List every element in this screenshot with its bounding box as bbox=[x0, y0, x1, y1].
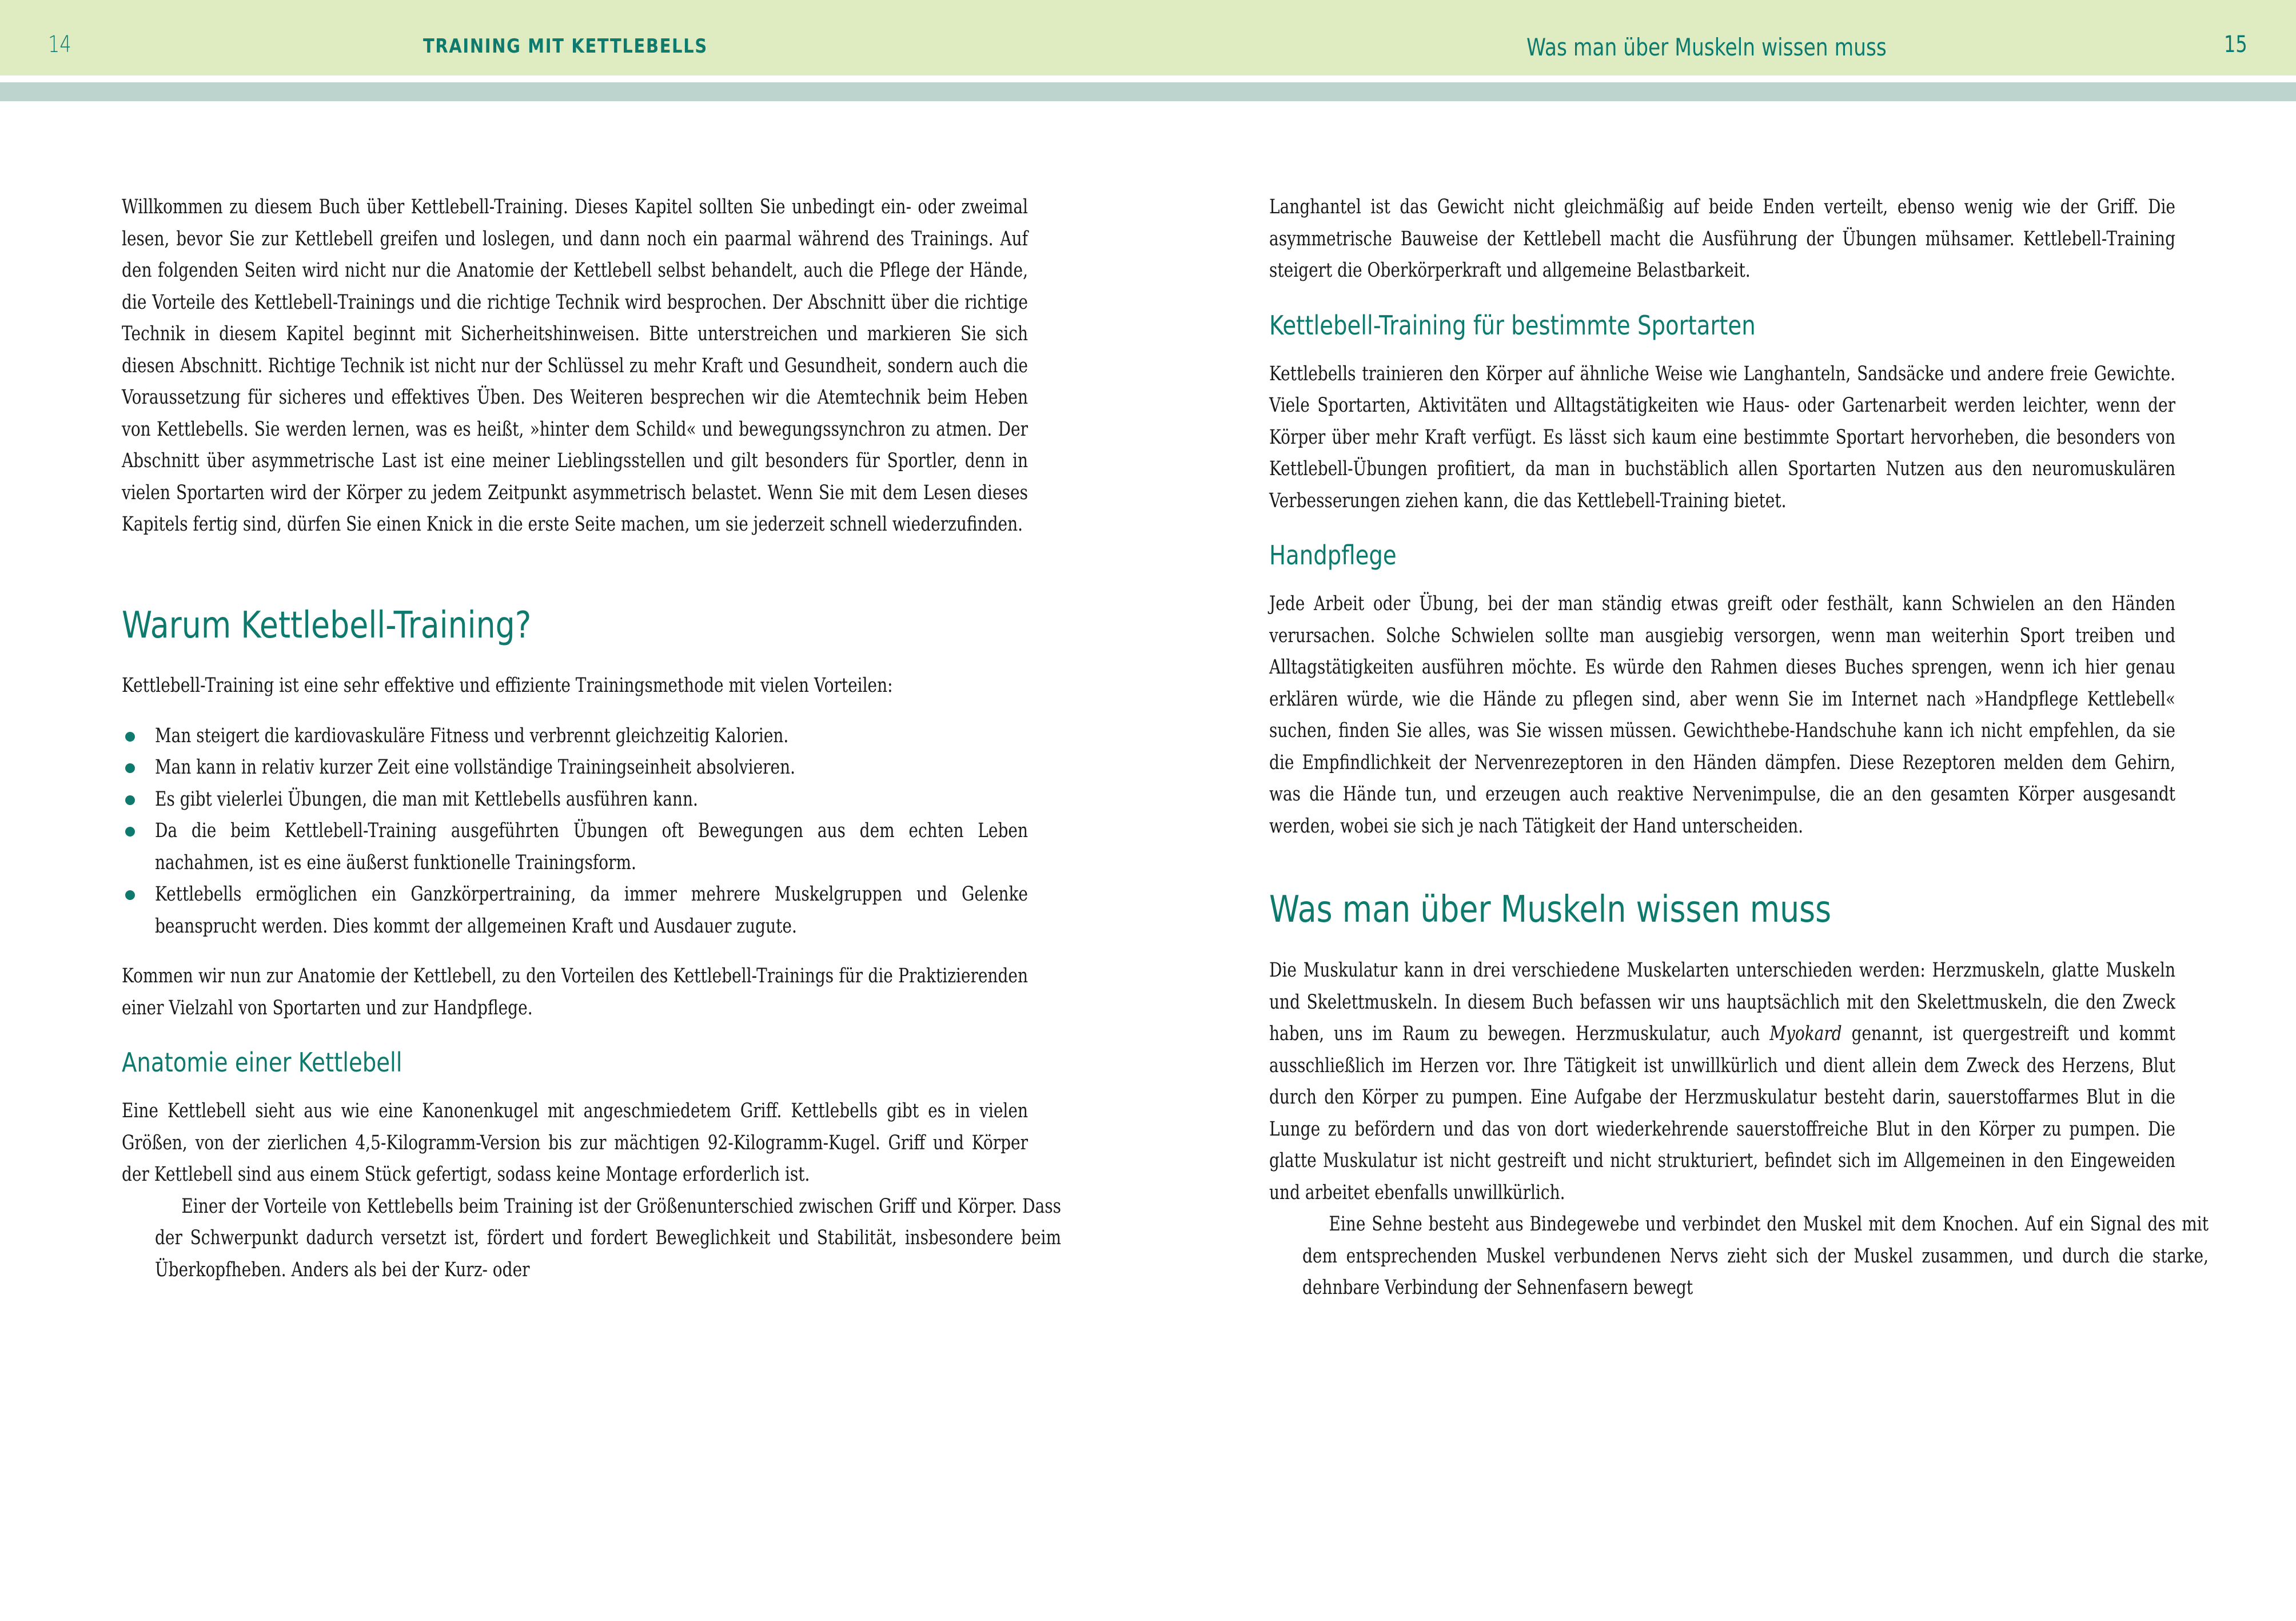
section-intro-paragraph: Kettlebell-Training ist eine sehr effektive und effiziente Trainingsmethode mit vielen Vorteilen: bbox=[122, 674, 893, 698]
running-title-right: Was man über Muskeln wissen muss bbox=[1526, 33, 1887, 61]
subheading-handpflege: Handpflege bbox=[1269, 540, 1397, 571]
list-item: Man steigert die kardiovaskuläre Fitness und verbrennt gleichzeitig Kalorien. bbox=[122, 720, 1028, 752]
page-number-right: 15 bbox=[2224, 31, 2247, 58]
subheading-anatomie: Anatomie einer Kettlebell bbox=[122, 1047, 402, 1078]
list-item: Kettlebells ermöglichen ein Ganzkörpertraining, da immer mehrere Muskelgruppen und Gelenke beansprucht werden. Dies kommt der allgemeinen Kraft und Ausdauer zugute. bbox=[122, 879, 1028, 942]
subheading-sportarten: Kettlebell-Training für bestimmte Sportarten bbox=[1269, 309, 1756, 341]
hand-paragraph: Jede Arbeit oder Übung, bei der man ständig etwas greift oder festhält, kann Schwielen an den Händen verursachen. Solche Schwielen sollte man ausgiebig versorgen, wenn man weiterhin Sport treiben und Alltagstätigkeiten ausführen möchte. Es würde den Rahmen dieses Buches sprengen, wenn ich hier genau erklären würde, wie die Hände zu pflegen sind, aber wenn Sie im Internet nach »Handpflege Kettlebell« suchen, finden Sie alles, was Sie wissen müssen. Gewichthebe-Handschuhe kann ich nicht empfehlen, da sie die Empfindlichkeit der Nervenrezeptoren in den Händen dämpfen. Diese Rezeptoren melden dem Gehirn, was die Hände tun, und erzeugen auch reaktive Nervenimpulse, die an den gesamten Körper ausgesandt werden, wobei sie sich je nach Tätigkeit der Hand unterscheiden. bbox=[1269, 592, 2175, 838]
anatomy-paragraph-2: Einer der Vorteile von Kettlebells beim Training ist der Größenunterschied zwischen Griff und Körper. Dass der Schwerpunkt dadurch versetzt ist, fördert und fordert Beweglichkeit und Stabilität, insbesondere beim Überkopfheben. Anders als bei der Kurz- oder bbox=[155, 1194, 1061, 1281]
header-stripe bbox=[0, 82, 2296, 101]
header-gap bbox=[0, 75, 2296, 82]
list-item: Man kann in relativ kurzer Zeit eine vollständige Trainingseinheit absolvieren. bbox=[122, 752, 1028, 784]
section-heading-muskeln: Was man über Muskeln wissen muss bbox=[1269, 889, 1832, 931]
right-page-column bbox=[1269, 192, 2209, 1304]
continuation-paragraph: Langhantel ist das Gewicht nicht gleichmäßig auf beide Enden verteilt, ebenso wenig wie der Griff. Die asymmetrische Bauweise der Kettlebell macht die Ausführung der Übungen mühsamer. Kettlebell-Training steigert die Oberkörperkraft und allgemeine Belastbarkeit. bbox=[1269, 196, 2175, 282]
list-item: Da die beim Kettlebell-Training ausgeführten Übungen oft Bewegungen aus dem echten Leben nachahmen, ist es eine äußerst funktionelle Trainingsform. bbox=[122, 815, 1028, 879]
benefits-list bbox=[122, 720, 1028, 943]
italic-term: Myokard bbox=[1769, 1022, 1842, 1046]
section-heading-warum: Warum Kettlebell-Training? bbox=[122, 604, 532, 647]
anatomy-paragraph-1: Eine Kettlebell sieht aus wie eine Kanonenkugel mit angeschmiedetem Griff. Kettlebells gibt es in vielen Größen, von der zierlichen 4,5-Kilogramm-Version bis zur mächtigen 92-Kilogramm-Kugel. Griff und Körper der Kettlebell sind aus einem Stück gefertigt, sodass keine Montage erforderlich ist. bbox=[122, 1100, 1028, 1186]
intro-paragraph: Willkommen zu diesem Buch über Kettlebell-Training. Dieses Kapitel sollten Sie unbedingt ein- oder zweimal lesen, bevor Sie zur Kettlebell greifen und loslegen, und dann noch ein paarmal während des Trainings. Auf den folgenden Seiten wird nicht nur die Anatomie der Kettlebell selbst behandelt, auch die Pflege der Hände, die Vorteile des Kettlebell-Trainings und die richtige Technik wird besprochen. Der Abschnitt über die richtige Technik in diesem Kapitel beginnt mit Sicherheitshinweisen. Bitte unterstreichen und markieren Sie sich diesen Abschnitt. Richtige Technik ist nicht nur der Schlüssel zu mehr Kraft und Gesundheit, sondern auch die Voraussetzung für sicheres und effektives Üben. Des Weiteren besprechen wir die Atemtechnik beim Heben von Kettlebells. Sie werden lernen, was es heißt, »hinter dem Schild« und bewegungssynchron zu atmen. Der Abschnitt über asymmetrische Last ist eine meiner Lieblingsstellen und gilt besonders für Sportler, denn in vielen Sportarten wird der Körper zu jedem Zeitpunkt asymmetrisch belastet. Wenn Sie mit dem Lesen dieses Kapitels fertig sind, dürfen Sie einen Knick in die erste Seite machen, um sie jederzeit schnell wiederzufinden. bbox=[122, 196, 1028, 536]
bullet-dot-icon bbox=[125, 763, 135, 773]
bullet-dot-icon bbox=[125, 795, 135, 805]
running-title-left: TRAINING MIT KETTLEBELLS bbox=[423, 35, 708, 58]
bullet-dot-icon bbox=[125, 827, 135, 837]
bullet-dot-icon bbox=[125, 890, 135, 900]
page-number-left: 14 bbox=[48, 31, 71, 58]
header-band bbox=[0, 0, 2296, 75]
muscle-paragraph-2: Eine Sehne besteht aus Bindegewebe und verbindet den Muskel mit dem Knochen. Auf ein Signal des mit dem entsprechenden Muskel verbundenen Nervs zieht sich der Muskel zusammen, und durch die starke, dehnbare Verbindung der Sehnenfasern bewegt bbox=[1302, 1213, 2209, 1300]
sport-paragraph: Kettlebells trainieren den Körper auf ähnliche Weise wie Langhanteln, Sandsäcke und andere freie Gewichte. Viele Sportarten, Aktivitäten und Alltagstätigkeiten wie Haus- oder Gartenarbeit werden leichter, wenn der Körper über mehr Kraft verfügt. Es lässt sich kaum eine bestimmte Sportart hervorheben, die besonders von Kettlebell-Übungen profitiert, da man in buchstäblich allen Sportarten Nutzen aus den neuromuskulären Verbesserungen ziehen kann, die das Kettlebell-Training bietet. bbox=[1269, 362, 2175, 512]
left-page-column bbox=[122, 192, 1061, 1286]
section-outro-paragraph: Kommen wir nun zur Anatomie der Kettlebell, zu den Vorteilen des Kettlebell-Trainings für die Praktizierenden einer Vielzahl von Sportarten und zur Handpflege. bbox=[122, 965, 1028, 1019]
muscle-paragraph-1: Die Muskulatur kann in drei verschiedene Muskelarten unterschieden werden: Herzmuskeln, glatte Muskeln und Skelettmuskeln. In diesem Buch befassen wir uns hauptsächlich mit den Skelettmuskeln, die den Zweck haben, uns im Raum zu bewegen. Herzmuskulatur, auch Myokard genannt, ist quergestreift und kommt ausschließlich im Herzen vor. Ihre Tätigkeit ist unwillkürlich und dient allein dem Zweck des Herzens, Blut durch den Körper zu pumpen. Eine Aufgabe der Herzmuskulatur besteht darin, sauerstoffarmes Blut in die Lunge zu befördern und das von dort wiederkehrende sauerstoffreiche Blut in den Körper zu pumpen. Die glatte Muskulatur ist nicht gestreift und nicht strukturiert, befindet sich im Allgemeinen in den Eingeweiden und arbeitet ebenfalls unwillkürlich. bbox=[1269, 959, 2175, 1204]
list-item: Es gibt vielerlei Übungen, die man mit Kettlebells ausführen kann. bbox=[122, 784, 1028, 816]
bullet-dot-icon bbox=[125, 732, 135, 742]
